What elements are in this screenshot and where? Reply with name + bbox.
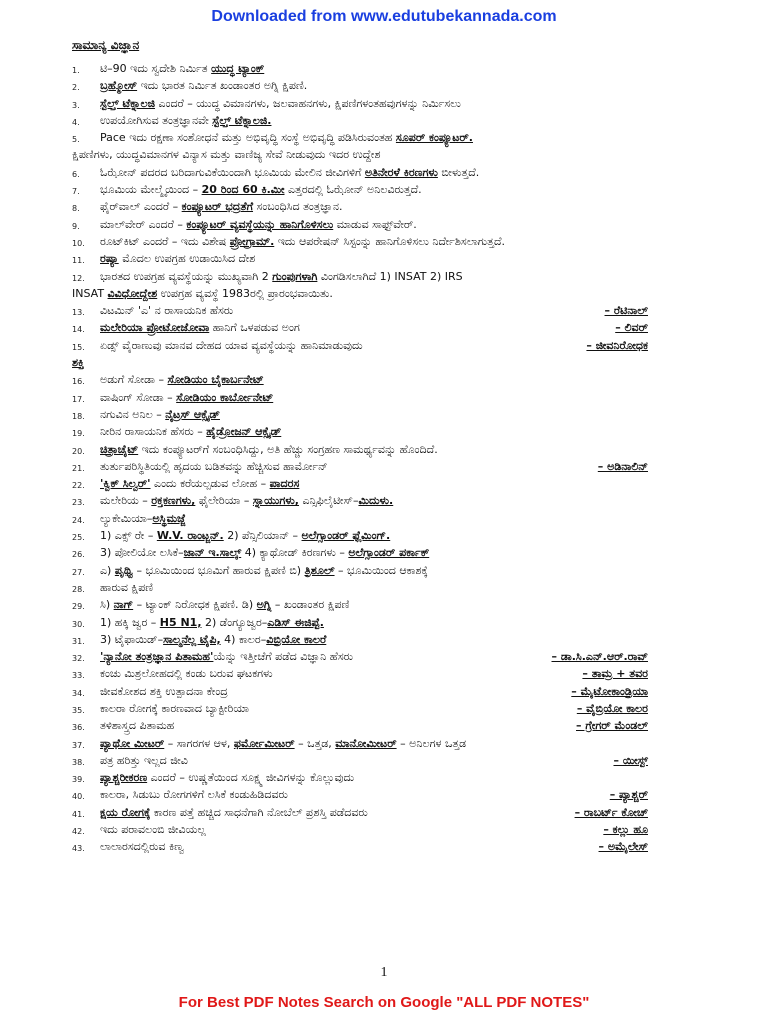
list-item: [0, 648, 768, 665]
item-number: 15.: [72, 342, 85, 352]
item-segment: ರೂಟ್‌ಕಿಟ್ ಎಂದರೆ – ಇದು ವಿಶೇಷ: [100, 234, 230, 248]
item-number: 11.: [72, 256, 85, 266]
item-number: 38.: [72, 757, 85, 767]
item-text: [100, 389, 273, 406]
list-item: [0, 735, 768, 752]
item-segment: ಭಾರತದ ಉಪಗ್ರಹ ವ್ಯವಸ್ಥೆಯನ್ನು ಮುಖ್ಯವಾಗಿ 2: [100, 269, 273, 283]
item-keyword: ನೈಟ್ರಸ್ ಆಕ್ಸೈಡ್: [165, 407, 220, 421]
item-keyword: ಸೋಡಿಯಂ ಬೈಕಾರ್ಬನೇಟ್: [167, 373, 264, 387]
item-text: [100, 786, 288, 803]
item-text: [100, 112, 271, 129]
item-segment: 3) ಪೋಲಿಯೋ ಲಸಿಕೆ–: [100, 546, 184, 560]
item-answer: – ರಾಬರ್ಟ್ ಕೋಚ್: [574, 805, 648, 819]
item-segment: ವಿಂಗಡಿಸಲಾಗಿದೆ 1) INSAT 2) IRS: [317, 269, 463, 283]
item-text: [100, 181, 422, 198]
item-text: [100, 164, 479, 181]
item-text: [100, 544, 429, 561]
item-segment: ಎ): [100, 563, 115, 577]
item-keyword: 'ಕ್ವಿಕ್ ಸಿಲ್ವರ್': [100, 477, 151, 491]
question-list: [0, 60, 768, 856]
item-segment: ಇದು ಭಾರತ ನಿರ್ಮಿತ ಖಂಡಾಂತರ ಅಗ್ನಿ ಕ್ಷಿಪಣಿ.: [137, 79, 308, 93]
item-number: 30.: [72, 619, 85, 629]
list-item: [0, 769, 768, 786]
item-text: [100, 423, 281, 440]
item-segment: ಏಡ್ಸ್ ವೈರಾಣುವು ಮಾನವ ದೇಹದ ಯಾವ ವ್ಯವಸ್ಥೆಯನ್ನು ಹಾನಿಮಾಡುವುದು: [100, 338, 363, 352]
item-text: [100, 838, 184, 855]
item-segment: 4) ಕಾಲರ–: [220, 632, 267, 646]
item-keyword: ಗುಂಪುಗಳಾಗಿ: [272, 269, 318, 283]
list-item: [0, 216, 768, 233]
list-item: [0, 354, 768, 371]
item-number: 41.: [72, 809, 85, 819]
item-segment: ಉಪಗ್ರಹ ವ್ಯವಸ್ಥೆ 1983ರಲ್ಲಿ ಪ್ರಾರಂಭವಾಯಿತು.: [157, 286, 333, 300]
item-segment: ಇದು ಆಪರೇಷನ್ ಸಿಸ್ಟಂನ್ನು ಹಾನಿಗೊಳಿಸಲು ನಿರ್ದೇಶಿಸಲಾಗುತ್ತದೆ.: [274, 234, 505, 248]
item-number: 10.: [72, 238, 85, 248]
item-text: [100, 648, 353, 665]
list-item: [0, 579, 768, 596]
item-keyword: ಅಲೆಗ್ಸಾಂಡರ್ ಪರ್ಕಾಕ್: [348, 546, 430, 560]
item-text: [100, 717, 174, 734]
item-answer: – ಅಡಿನಾಲಿನ್: [597, 459, 648, 473]
item-text: [100, 579, 153, 596]
item-number: 21.: [72, 463, 85, 473]
item-text: [72, 354, 84, 371]
item-segment: ಪತ್ರ ಹರಿತ್ತು ಇಲ್ಲದ ಜೀವಿ: [100, 753, 188, 767]
list-item: [0, 441, 768, 458]
item-segment: – ಟ್ಯಾಂಕ್ ನಿರೋಧಕ ಕ್ಷಿಪಣಿ. ಡಿ): [133, 598, 257, 612]
item-number: 34.: [72, 688, 85, 698]
item-segment: ಅಡುಗೆ ಸೋಡಾ –: [100, 373, 168, 387]
page-number: 1: [380, 965, 388, 980]
item-keyword: W.V. ರಾಂಟ್ಜನ್.: [156, 529, 224, 543]
item-segment: ಇದು ಕಂಪ್ಯೂಟರ್‌ಗೆ ಸಂಬಂಧಿಸಿದ್ದು, ಅತಿ ಹೆಚ್ಚು ಸಂಗ್ರಹಣ ಸಾಮರ್ಥ್ಯವನ್ನು ಹೊಂದಿದೆ.: [138, 442, 438, 456]
list-item: [0, 631, 768, 648]
list-item: [0, 198, 768, 215]
list-item: [0, 181, 768, 198]
item-segment: ಎಂದರೆ – ಯುದ್ಧ ವಿಮಾನಗಳು, ಜಲವಾಹನಗಳು, ಕ್ಷಿಪಣಿಗಳಂತಹವುಗಳನ್ನು ನಿರ್ಮಿಸಲು: [155, 96, 461, 110]
item-text: [100, 683, 228, 700]
item-keyword: ಬ್ರಹ್ಮೋಸ್: [100, 79, 138, 93]
item-number: 31.: [72, 636, 85, 646]
list-item: [0, 371, 768, 388]
item-number: 16.: [72, 377, 85, 387]
item-segment: ಫೈರ್‌ವಾಲ್ ಎಂದರೆ –: [100, 200, 182, 214]
item-keyword: ರಕ್ತಕಣಗಳು,: [151, 494, 196, 508]
item-segment: ಭೂಮಿಯ ಮೇಲ್ಮೈಯಿಂದ –: [100, 183, 202, 197]
item-number: 43.: [72, 844, 85, 854]
item-segment: ಲ್ಯುಕೇಮಿಯಾ–: [100, 511, 153, 525]
item-keyword: ಸ್ಟೆಲ್ತ್ ಟೆಕ್ನಾಲಜಿ: [100, 96, 156, 110]
item-text: [100, 302, 233, 319]
item-number: 20.: [72, 446, 85, 456]
item-number: 17.: [72, 394, 85, 404]
item-keyword: ಶಕ್ತಿ: [72, 356, 85, 370]
item-text: [100, 804, 368, 821]
item-number: 40.: [72, 792, 85, 802]
item-segment: ಮಾಲ್‌ವೇರ್ ಎಂದರೆ –: [100, 217, 187, 231]
item-number: 9.: [72, 221, 80, 231]
item-text: [100, 77, 307, 94]
item-number: 22.: [72, 481, 85, 491]
item-segment: ನಗುವಿನ ಅನಿಲ –: [100, 407, 166, 421]
item-number: 13.: [72, 308, 85, 318]
item-text: [100, 510, 186, 527]
item-answer: – ಜೀವನಿರೋಧಕ: [586, 338, 648, 352]
item-segment: 2) ಪೆನ್ಸಿಲಿಯಾನ್ –: [223, 529, 302, 543]
item-number: 4.: [72, 117, 80, 127]
item-text: [100, 475, 299, 492]
item-text: [100, 769, 354, 786]
item-keyword: ರಷ್ಯಾ: [100, 252, 119, 266]
item-segment: ಯೆನ್ನು ಇತ್ತೀಚೆಗೆ ಪಡೆದ ವಿಜ್ಞಾನಿ ಹೆಸರು: [213, 650, 353, 664]
item-text: [100, 665, 273, 682]
item-keyword: ಅತಿನೇರಳೆ ಕಿರಣಗಳು: [364, 165, 438, 179]
item-text: [100, 216, 417, 233]
item-answer: – ವೈಬ್ರಿಯೋ ಕಾಲರ: [576, 701, 648, 715]
item-segment: ಸಿ): [100, 598, 114, 612]
item-segment: – ಅನಿಲಗಳ ಒತ್ತಡ: [396, 736, 467, 750]
item-segment: ಮೊದಲ ಉಪಗ್ರಹ ಉಡಾಯಿಸಿದ ದೇಶ: [118, 252, 256, 266]
item-segment: ಎತ್ತರದಲ್ಲಿ ಓಝೋನ್ ಅನಿಲವಿರುತ್ತದೆ.: [284, 183, 422, 197]
list-item: [0, 786, 768, 803]
item-number: 12.: [72, 273, 85, 283]
item-segment: ಎನ್ಸಿಫಿಲೈಟೀಸ್–: [298, 494, 359, 508]
item-segment: ವಿಟಮಿನ್ 'ಎ' ನ ರಾಸಾಯನಿಕ ಹೆಸರು: [100, 304, 234, 318]
item-segment: ಕಾಲರಾ, ಸಿಡುಬು ರೋಗಗಳಿಗೆ ಲಸಿಕೆ ಕಂಡುಹಿಡಿದವರು: [100, 788, 288, 802]
item-keyword: ಯುದ್ಧ ಟ್ಯಾಂಕ್: [211, 62, 265, 75]
list-item: [0, 804, 768, 821]
item-text: [100, 527, 390, 544]
item-text: [72, 285, 333, 302]
list-item: [0, 492, 768, 509]
list-item: [0, 458, 768, 475]
item-segment: – ಖಂಡಾಂತರ ಕ್ಷಿಪಣಿ: [271, 598, 350, 612]
item-keyword: ಪ್ರೋಗ್ರಾಮ್.: [229, 234, 275, 248]
list-item: [0, 821, 768, 838]
item-text: [72, 146, 380, 163]
item-number: 32.: [72, 654, 85, 664]
item-keyword: ಸಾಲ್ಮನೆಲ್ಲ ಟೈಪಿ,: [163, 632, 221, 646]
item-number: 27.: [72, 567, 85, 577]
item-number: 25.: [72, 533, 85, 543]
item-segment: – ಒತ್ತಡ,: [294, 736, 336, 750]
item-keyword: ಪೃಥ್ವಿ: [114, 563, 133, 577]
list-item: [0, 752, 768, 769]
item-segment: ತುರ್ತುಪರಿಸ್ಥಿತಿಯಲ್ಲಿ ಹೃದಯ ಬಡಿತವನ್ನು ಹೆಚ್ಚಿಸುವ ಹಾರ್ಮೋನ್: [100, 459, 328, 473]
item-keyword: ಹೈಡ್ರೋಜನ್ ಆಕ್ಸೈಡ್: [206, 425, 282, 439]
item-number: 5.: [72, 135, 80, 145]
list-item: [0, 700, 768, 717]
item-text: [100, 95, 461, 112]
item-keyword: ಅಗ್ನಿ: [256, 598, 272, 612]
list-item: [0, 319, 768, 336]
list-item: [0, 129, 768, 146]
item-keyword: ಮಾನೋಮೀಟರ್: [335, 736, 397, 750]
item-segment: – ಸಾಗರಗಳ ಆಳ,: [164, 736, 234, 750]
item-answer: – ಗ್ರೇಗರ್ ಮೆಂಡಲ್: [576, 719, 648, 733]
item-keyword: ಎಡಿಸ್ ಈಜಿಪ್ಟೆ.: [267, 615, 324, 629]
item-number: 18.: [72, 411, 85, 421]
item-text: [100, 233, 505, 250]
item-segment: 1) ಎಕ್ಸ್ ರೇ –: [100, 529, 157, 543]
item-text: [100, 406, 220, 423]
item-keyword: ಅಲೆಗ್ಸಾಂಡರ್ ಫ್ಲೆಮಿಂಗ್.: [301, 529, 391, 543]
list-item: [0, 665, 768, 682]
list-item: [0, 112, 768, 129]
item-text: [100, 492, 393, 509]
footer-notes-link[interactable]: For Best PDF Notes Search on Google "ALL PDF NOTES": [178, 994, 590, 1011]
item-number: 1.: [72, 66, 80, 75]
item-number: 39.: [72, 775, 85, 785]
list-item: [0, 389, 768, 406]
list-item: [0, 614, 768, 631]
item-segment: ಮಲೇರಿಯ –: [100, 494, 152, 508]
item-answer: – ಮೈಟೋಕಾಂಡ್ರಿಯಾ: [571, 684, 648, 698]
item-number: 19.: [72, 429, 85, 439]
item-text: [100, 821, 206, 838]
item-number: 28.: [72, 584, 85, 594]
item-segment: ಓಝೋನ್ ಪದರದ ಬರಿದಾಗುವಿಕೆಯಿಂದಾಗಿ ಭೂಮಿಯ ಮೇಲಿನ ಜೀವಿಗಳಿಗೆ: [100, 165, 365, 179]
item-text: [100, 631, 326, 648]
item-keyword: ನಾಗ್: [113, 598, 134, 612]
item-text: [100, 441, 438, 458]
list-item: [0, 146, 768, 163]
item-text: [100, 614, 324, 631]
item-number: 35.: [72, 705, 85, 715]
list-item: [0, 562, 768, 579]
list-item: [0, 423, 768, 440]
item-number: 7.: [72, 187, 80, 197]
item-keyword: ಕಂಪ್ಯೂಟರ್ ವ್ಯವಸ್ಥೆಯನ್ನು ಹಾನಿಗೊಳಿಸಲು: [186, 217, 334, 231]
item-keyword: ತ್ರಿಶೂಲ್: [304, 563, 335, 577]
item-keyword: ವಿವಿಧೋದ್ದೇಶ: [107, 286, 158, 300]
item-segment: ಲಾಲಾರಸದಲ್ಲಿರುವ ಕಿಣ್ವ: [100, 840, 184, 854]
item-keyword: ಪ್ಯಾಥೋ ಮೀಟರ್: [100, 736, 165, 750]
list-item: [0, 250, 768, 267]
item-keyword: H5 N1,: [159, 615, 202, 629]
item-text: [100, 129, 473, 146]
item-segment: ಕಾಲರಾ ರೋಗಕ್ಕೆ ಕಾರಣವಾದ ಬ್ಯಾಕ್ಟೀರಿಯಾ: [100, 701, 249, 715]
list-item: [0, 60, 768, 77]
item-number: 3.: [72, 100, 80, 110]
item-segment: ಹಾರುವ ಕ್ಷಿಪಣಿ: [100, 580, 154, 594]
item-segment: 2) ಡೆಂಗ್ಯೂಜ್ವರ–: [201, 615, 268, 629]
item-keyword: ಮಲೇರಿಯಾ ಪ್ರೋಟೋಜೋವಾ: [100, 321, 210, 335]
item-keyword: ಅಸ್ಥಿಮಜ್ಜೆ: [152, 511, 186, 525]
header-download-link[interactable]: Downloaded from www.edutubekannada.com: [211, 8, 557, 25]
item-keyword: ಕ್ಷಯ ರೋಗಕ್ಕೆ: [100, 805, 151, 819]
item-answer: – ಅಮೈಲೇಸ್: [598, 840, 648, 854]
item-segment: ಟಿ–90 ಇದು ಸ್ವದೇಶಿ ನಿರ್ಮಿತ: [100, 62, 212, 75]
item-text: [100, 752, 188, 769]
item-segment: ಎಂದರೆ – ಉಷ್ಣತೆಯಿಂದ ಸೂಕ್ಷ್ಮ ಜೀವಿಗಳನ್ನು ಕೊಲ್ಲುವುದು: [147, 771, 355, 785]
list-item: [0, 77, 768, 94]
item-keyword: ಮಿದುಳು.: [358, 494, 394, 508]
item-segment: ಉಪಯೋಗಿಸುವ ತಂತ್ರಜ್ಞಾನವೇ: [100, 113, 213, 127]
item-segment: ಮಾಡುವ ಸಾಫ್ಟ್‌ವೇರ್.: [333, 217, 417, 231]
list-item: [0, 475, 768, 492]
item-text: [100, 198, 343, 215]
item-segment: ಎಂದು ಕರೆಯಲ್ಪಡುವ ಲೋಹ –: [150, 477, 270, 491]
item-segment: ಕಂಚು ಮಿಶ್ರಲೋಹದಲ್ಲಿ ಕಂಡು ಬರುವ ಘಟಕಗಳು: [100, 667, 273, 681]
item-keyword: ಪ್ಯಾಶ್ಚರೀಕರಣ: [100, 771, 148, 785]
item-segment: – ಭೂಮಿಯಿಂದ ಭೂಮಿಗೆ ಹಾರುವ ಕ್ಷಿಪಣಿ ಬಿ): [132, 563, 305, 577]
list-item: [0, 95, 768, 112]
item-segment: ನೀರಿನ ರಾಸಾಯನಿಕ ಹೆಸರು –: [100, 425, 207, 439]
item-keyword: ಸ್ಟೆಲ್ತ್ ಟೆಕ್ನಾಲಜಿ.: [212, 113, 272, 127]
item-keyword: ಫರ್ಮೋಮೀಟರ್: [233, 736, 295, 750]
list-item: [0, 527, 768, 544]
item-number: 36.: [72, 723, 85, 733]
item-segment: ಕ್ಷಿಪಣಿಗಳು, ಯುದ್ಧವಿಮಾನಗಳ ವಿನ್ಯಾಸ ಮತ್ತು ವಾಣಿಜ್ಯ ಸೇವೆ ನೀಡುವುದು ಇದರ ಉದ್ದೇಶ: [72, 148, 381, 162]
item-segment: ಇದು ಪರಾವಲಂಬಿ ಜೀವಿಯಲ್ಲ: [100, 823, 206, 837]
list-item: [0, 683, 768, 700]
item-segment: ವಾಷಿಂಗ್ ಸೋಡಾ –: [100, 390, 177, 404]
item-keyword: 20 ರಿಂದ 60 ಕಿ.ಮೀ: [201, 183, 285, 197]
item-keyword: ವಿಬ್ರಿಯೋ ಕಾಲರೆ: [266, 632, 327, 646]
item-number: 6.: [72, 169, 80, 179]
item-answer: – ಕಲ್ಲು ಹೂ: [603, 823, 648, 837]
item-segment: 1) ಹಕ್ಕಿ ಜ್ವರ –: [100, 615, 160, 629]
item-number: 24.: [72, 515, 85, 525]
list-item: [0, 233, 768, 250]
item-answer: – ತಾಮ್ರ + ತವರ: [582, 667, 648, 681]
item-segment: 3) ಟೈಫಾಯಿಡ್–: [100, 632, 164, 646]
item-number: 37.: [72, 740, 85, 750]
item-segment: ಕಾರಣ ಪತ್ತೆ ಹಚ್ಚಿದ ಸಾಧನೆಗಾಗಿ ನೋಬೆಲ್ ಪ್ರಶಸ್ತಿ ಪಡೆದವರು: [150, 805, 368, 819]
item-segment: ಬೀಳುತ್ತದೆ.: [437, 165, 480, 179]
item-text: [100, 319, 300, 336]
item-segment: ಜೀವಕೋಶದ ಶಕ್ತಿ ಉತ್ಪಾದನಾ ಕೇಂದ್ರ: [100, 684, 228, 698]
item-answer: – ಡಾ.ಸಿ.ಎನ್.ಆರ್.ರಾವ್: [551, 650, 648, 664]
list-item: [0, 406, 768, 423]
item-keyword: ಜಾನ್ ಇ.ಸಾಲ್ಕ್: [183, 546, 242, 560]
item-segment: Pace ಇದು ರಕ್ಷಣಾ ಸಂಶೋಧನೆ ಮತ್ತು ಅಭಿವೃದ್ಧಿ ಸಂಸ್ಥೆ ಅಭಿವೃದ್ಧಿ ಪಡಿಸಿರುವಂತಹ: [100, 131, 396, 145]
item-keyword: ಚಿತ್ರಾಚೈಟ್: [100, 442, 139, 456]
item-number: 23.: [72, 498, 85, 508]
list-item: [0, 596, 768, 613]
item-keyword: ಪಾದರಸ: [269, 477, 300, 491]
section-title: ಸಾಮಾನ್ಯ ವಿಜ್ಞಾನ: [72, 38, 140, 52]
item-text: [100, 700, 249, 717]
list-item: [0, 285, 768, 302]
list-item: [0, 838, 768, 855]
list-item: [0, 302, 768, 319]
item-segment: – ಭೂಮಿಯಿಂದ ಆಕಾಶಕ್ಕೆ: [334, 563, 428, 577]
item-segment: 4) ಕ್ಯಾಥೋಡ್ ಕಿರಣಗಳು –: [241, 546, 349, 560]
item-segment: ಹಾನಿಗೆ ಒಳಪಡುವ ಅಂಗ: [209, 321, 300, 335]
item-keyword: ಕಂಪ್ಯೂಟರ್ ಭದ್ರತೆಗೆ: [181, 200, 254, 214]
item-text: [100, 596, 349, 613]
item-text: [100, 458, 328, 475]
item-segment: ಫೈಲೇರಿಯಾ –: [195, 494, 253, 508]
item-answer: – ಲಿವರ್: [615, 321, 648, 335]
item-text: [100, 60, 264, 77]
item-text: [100, 268, 463, 285]
item-keyword: 'ನ್ಯಾನೋ ತಂತ್ರಜ್ಞಾನ ಪಿತಾಮಹ': [100, 650, 214, 664]
item-number: 14.: [72, 325, 85, 335]
item-number: 26.: [72, 550, 85, 560]
item-answer: – ರೆಟಿನಾಲ್: [604, 304, 648, 318]
item-answer: – ಯೀಸ್ಟ್: [613, 753, 648, 767]
item-keyword: ಸೋಡಿಯಂ ಕಾರ್ಬೋನೇಟ್: [176, 390, 274, 404]
item-text: [100, 371, 264, 388]
list-item: [0, 717, 768, 734]
item-number: 29.: [72, 602, 85, 612]
item-text: [100, 735, 466, 752]
list-item: [0, 268, 768, 285]
list-item: [0, 337, 768, 354]
list-item: [0, 164, 768, 181]
item-answer: – ಪ್ಯಾಶ್ಚರ್: [609, 788, 648, 802]
item-text: [100, 250, 255, 267]
item-text: [100, 562, 428, 579]
item-number: 2.: [72, 83, 80, 93]
list-item: [0, 544, 768, 561]
item-number: 8.: [72, 204, 80, 214]
item-segment: ಸಂಬಂಧಿಸಿದ ತಂತ್ರಜ್ಞಾನ.: [253, 200, 343, 214]
item-keyword: ಸೂಪರ್ ಕಂಪ್ಯೂಟರ್.: [395, 131, 473, 145]
item-keyword: ಸ್ನಾಯುಗಳು,: [252, 494, 299, 508]
list-item: [0, 510, 768, 527]
item-segment: INSAT: [72, 286, 108, 300]
item-number: 42.: [72, 827, 85, 837]
item-number: 33.: [72, 671, 85, 681]
item-text: [100, 337, 363, 354]
item-segment: ತಳಿಶಾಸ್ತ್ರದ ಪಿತಾಮಹ: [100, 719, 175, 733]
